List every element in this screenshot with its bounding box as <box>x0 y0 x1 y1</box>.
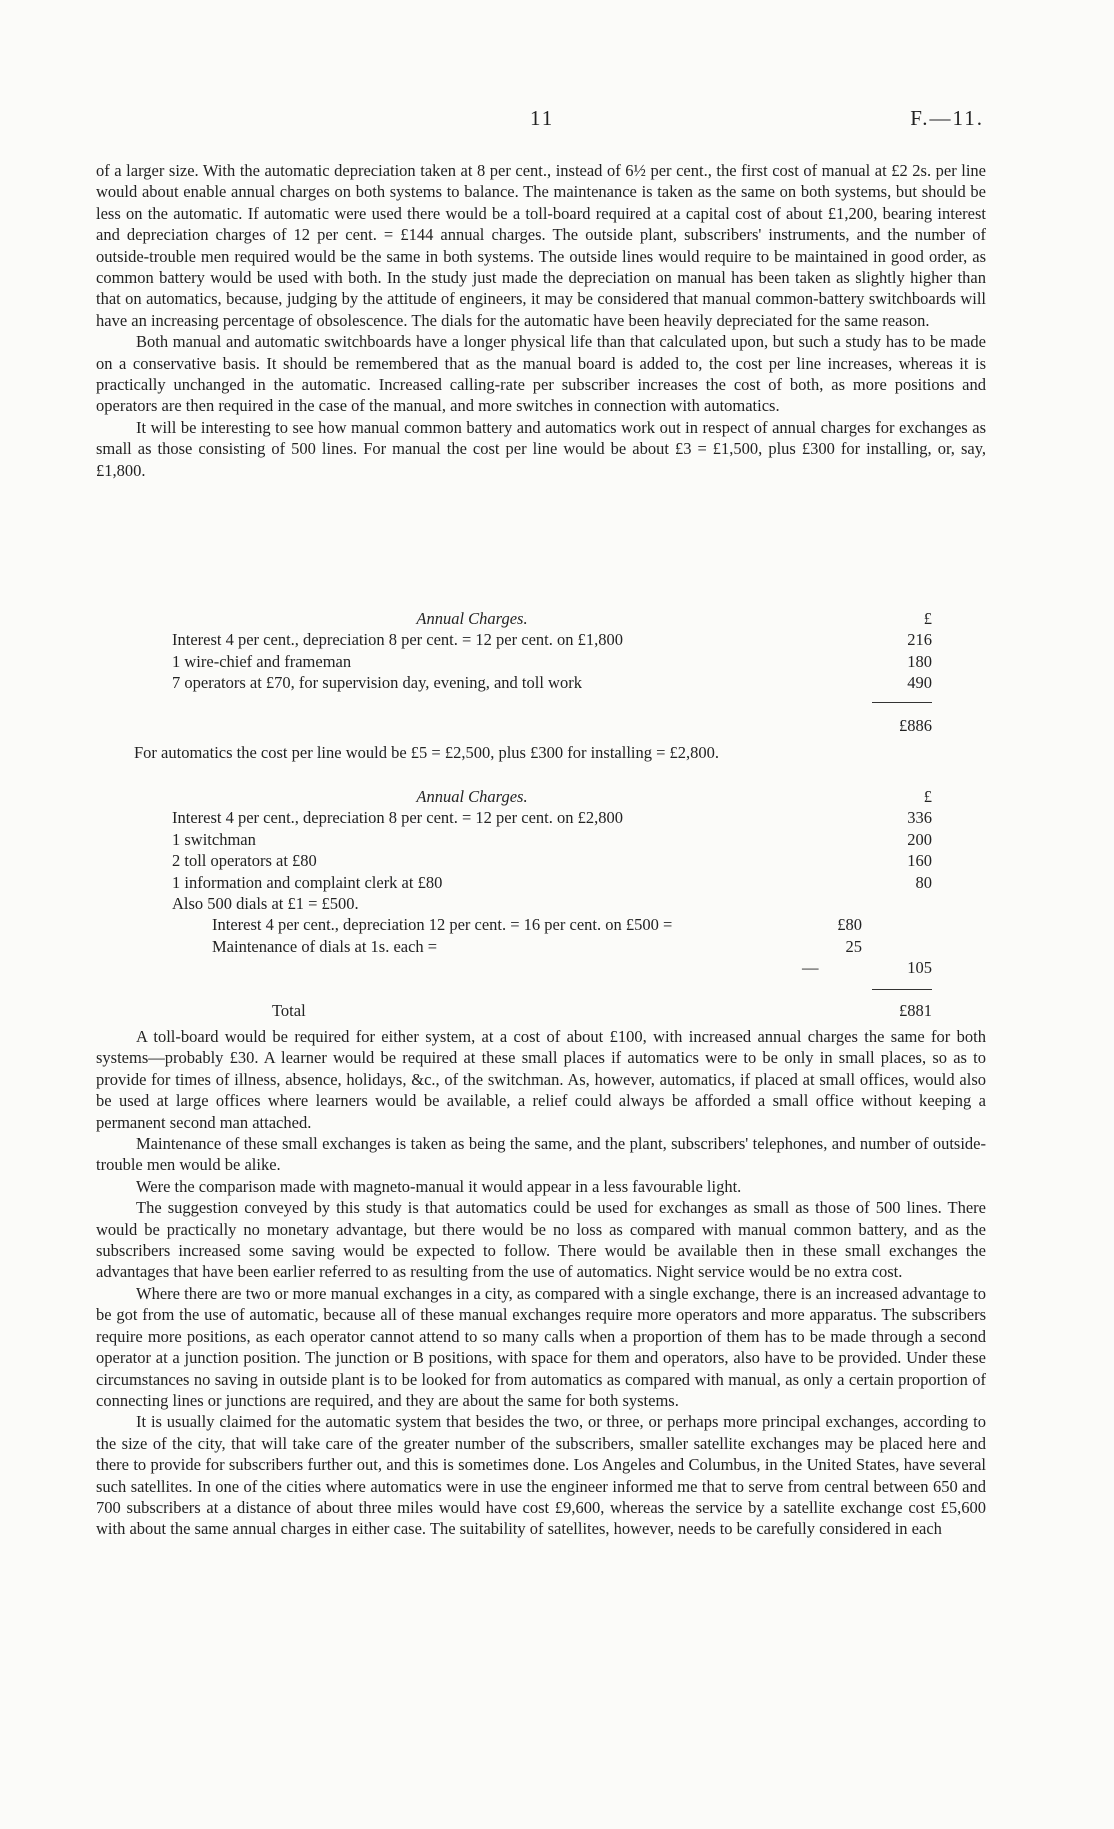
paragraph: It will be interesting to see how manual common battery and automatics work out in respect of annual charges for exchanges as small as those consisting of 500 lines. For manual the cost per line would be about £3 = £1,500, plus £300 for installing, or, say, £1,800. <box>96 417 986 480</box>
automatics-cost-line: For automatics the cost per line would be £5 = £2,500, plus £300 for installing = £2,800. <box>134 743 720 762</box>
table-row-amount: 180 <box>907 651 932 671</box>
automatic-annual-charges-table <box>172 786 932 1021</box>
table-row-label: 1 switchman <box>172 829 256 849</box>
table-row-label: 7 operators at £70, for supervision day, evening, and toll work <box>172 673 582 693</box>
paragraph: Both manual and automatic switchboards have a longer physical life than that calculated upon, but such a study has to be made on a conservative basis. It should be remembered that as the manual board is added to, the cost per line increases, whereas it is practically unchanged in the automatic. Increased calling-rate per subscriber increases the cost of both, as more positions and operators are then required in the case of the manual, and more switches in connection with automatics. <box>96 332 986 416</box>
body-text-top <box>96 160 986 481</box>
dials-row-label: Maintenance of dials at 1s. each = <box>212 936 438 956</box>
table-row-label: 1 information and complaint clerk at £80 <box>172 872 443 892</box>
sum-rule <box>872 702 932 703</box>
dials-row-amount: £80 <box>837 915 862 935</box>
sum-rule <box>872 989 932 990</box>
paragraph: of a larger size. With the automatic depreciation taken at 8 per cent., instead of 6½ per cent., the first cost of manual at £2 2s. per line would about enable annual charges on both systems to balance. The maintenance is taken as the same on both systems, but should be less on the automatic. If automatic were used there would be a toll-board required at a capital cost of about £1,200, bearing interest and depreciation charges of 12 per cent. = £144 annual charges. The outside plant, subscribers' instruments, and the number of outside-trouble men required would be the same in both systems. The outside lines would require to be maintained in good order, as common battery would be used with both. In the study just made the depreciation on manual has been taken as slightly higher than that on automatics, because, judging by the attitude of engineers, it may be considered that manual common-battery switchboards will have an increasing percentage of obsolescence. The dials for the automatic have been heavily depreciated for the same reason. <box>96 161 986 330</box>
table-row-label: Interest 4 per cent., depreciation 8 per cent. = 12 per cent. on £1,800 <box>172 630 623 650</box>
table-caption: Annual Charges. <box>416 609 528 628</box>
paragraph: Maintenance of these small exchanges is taken as being the same, and the plant, subscribers' telephones, and number of outside-trouble men would be alike. <box>96 1134 986 1175</box>
total-label: Total <box>272 1000 306 1020</box>
table-row-label: Interest 4 per cent., depreciation 8 per cent. = 12 per cent. on £2,800 <box>172 808 623 828</box>
paragraph: It is usually claimed for the automatic system that besides the two, or three, or perhaps more principal exchanges, according to the size of the city, that will take care of the greater number of the subscribers, smaller satellite exchanges may be placed here and there to provide for subscribers further out, and this is sometimes done. Los Angeles and Columbus, in the United States, have several such satellites. In one of the cities where automatics were in use the engineer informed me that to serve from central between 650 and 700 subscribers at a distance of about three miles would have cost £9,600, whereas the service by a satellite exchange cost £5,600 with about the same annual charges in either case. The suitability of satellites, however, needs to be carefully considered in each <box>96 1412 986 1539</box>
page-header <box>0 106 1114 136</box>
dials-intro: Also 500 dials at £1 = £500. <box>172 893 359 913</box>
body-text-bottom <box>96 1026 986 1540</box>
dials-row-amount: 25 <box>845 936 862 956</box>
paragraph: The suggestion conveyed by this study is that automatics could be used for exchanges as small as those of 500 lines. There would be practically no monetary advantage, but there would be no loss as compared with manual common battery, and as the subscribers increased some saving would be expected to follow. There would be available then in these small exchanges the advantages that have been earlier referred to as resulting from the use of automatics. Night service would be no extra cost. <box>96 1198 986 1282</box>
manual-annual-charges-table <box>172 608 932 736</box>
currency-header: £ <box>923 609 932 628</box>
table-total: £886 <box>899 715 932 735</box>
table-row-amount: 160 <box>907 851 932 871</box>
table-row-amount: 490 <box>907 673 932 693</box>
paragraph: A toll-board would be required for either system, at a cost of about £100, with increased annual charges the same for both systems—probably £30. A learner would be required at these small places if automatics were to be only in small places, so as to provide for times of illness, absence, holidays, &c., of the switchman. As, however, automatics, if placed at small offices, would also be used at large offices where learners would be available, a relief could always be afforded a small office without keeping a permanent second man attached. <box>96 1027 986 1132</box>
document-reference: F.—11. <box>910 106 984 130</box>
table-row-amount: 216 <box>907 630 932 650</box>
table-total: £881 <box>899 1000 932 1020</box>
table-row-label: 1 wire-chief and frameman <box>172 651 352 671</box>
dials-row-label: Interest 4 per cent., depreciation 12 per cent. = 16 per cent. on £500 = <box>212 915 673 935</box>
table-row-amount: 336 <box>907 808 932 828</box>
paragraph: Were the comparison made with magneto-manual it would appear in a less favourable light. <box>136 1176 742 1196</box>
currency-header: £ <box>923 787 932 806</box>
dash: — <box>802 958 819 978</box>
table-row-amount: 80 <box>915 872 932 892</box>
table-row-amount: 200 <box>907 829 932 849</box>
dials-total: 105 <box>907 958 932 978</box>
table-caption: Annual Charges. <box>416 787 528 806</box>
page-number: 11 <box>530 106 555 130</box>
paragraph: Where there are two or more manual exchanges in a city, as compared with a single exchange, there is an increased advantage to be got from the use of automatic, because all of these manual exchanges require more operators and more apparatus. The subscribers require more positions, as each operator cannot attend to so many calls when a proportion of them has to be made through a second operator at a junction position. The junction or B positions, with space for them and operators, also have to be provided. Under these circumstances no saving in outside plant is to be looked for from automatics as compared with manual, as only a certain proportion of connecting lines or junctions are required, and they are about the same for both systems. <box>96 1283 986 1410</box>
table-row-label: 2 toll operators at £80 <box>172 851 317 871</box>
